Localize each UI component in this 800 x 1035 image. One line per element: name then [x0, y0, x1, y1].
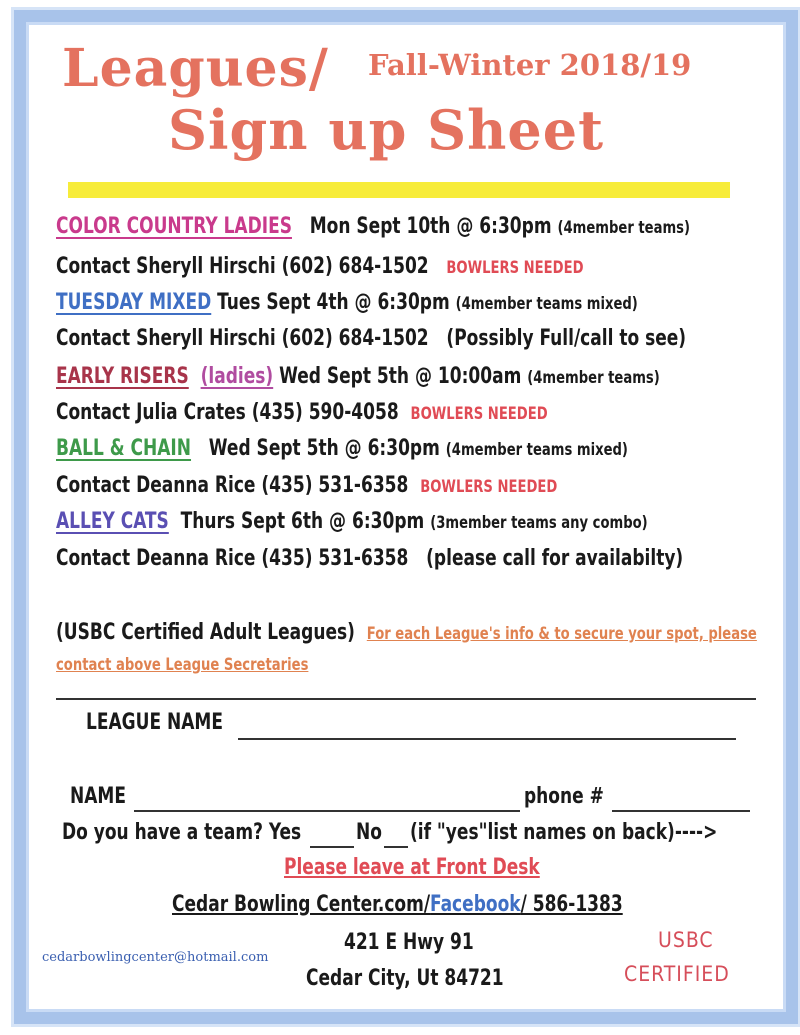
- instruction-row-2: [56, 651, 308, 676]
- league-name: EARLY RISERS: [56, 364, 189, 389]
- league-teams: (4member teams mixed): [445, 440, 628, 460]
- certified-label: CERTIFIED: [624, 962, 730, 986]
- team-instruction: (if "yes"list names on back)---->: [410, 820, 718, 845]
- league-row-ball-chain: [56, 436, 628, 461]
- footer-phone: / 586-1383: [520, 892, 623, 917]
- bowlers-needed: BOWLERS NEEDED: [410, 404, 548, 424]
- league-name-label: LEAGUE NAME: [86, 710, 223, 735]
- availability-note: (Possibly Full/call to see): [446, 326, 687, 351]
- highlight-bar: [68, 182, 730, 198]
- contact-row: [56, 326, 686, 351]
- title-signup: Sign up Sheet: [168, 98, 605, 162]
- address-line-1: 421 E Hwy 91: [344, 930, 474, 955]
- league-name-field[interactable]: [238, 738, 736, 740]
- title-leagues: Leagues/: [62, 38, 329, 99]
- league-name: ALLEY CATS: [56, 509, 169, 534]
- instruction-text-2: contact above League Secretaries: [56, 655, 309, 675]
- contact-row: [56, 254, 584, 279]
- address-line-2: Cedar City, Ut 84721: [306, 966, 504, 991]
- usbc-certified-text: (USBC Certified Adult Leagues): [56, 620, 355, 645]
- contact-row: [56, 546, 683, 571]
- contact-text: Contact Deanna Rice (435) 531-6358: [56, 546, 409, 571]
- leave-at-desk-text: Please leave at Front Desk: [284, 855, 540, 880]
- no-label: No: [356, 820, 382, 845]
- league-row-early-risers: [56, 364, 660, 389]
- league-teams: (4member teams): [527, 368, 660, 388]
- name-label: NAME: [70, 784, 126, 809]
- separator-line: [56, 698, 756, 700]
- league-row-tuesday-mixed: [56, 290, 638, 315]
- usbc-info-row: [56, 620, 757, 645]
- league-schedule: Wed Sept 5th @ 6:30pm: [208, 436, 440, 461]
- contact-text: Contact Julia Crates (435) 590-4058: [56, 400, 399, 425]
- contact-text: Contact Sheryll Hirschi (602) 684-1502: [56, 326, 429, 351]
- bowlers-needed: BOWLERS NEEDED: [446, 258, 584, 278]
- bowlers-needed: BOWLERS NEEDED: [420, 477, 558, 497]
- league-teams: (4member teams mixed): [455, 294, 638, 314]
- footer-contact: [172, 892, 623, 917]
- phone-field[interactable]: [612, 810, 750, 812]
- league-row-color-country: [56, 214, 690, 239]
- league-schedule: Thurs Sept 6th @ 6:30pm: [180, 509, 425, 534]
- league-name: BALL & CHAIN: [56, 436, 192, 461]
- contact-row: [56, 400, 548, 425]
- league-schedule: Wed Sept 5th @ 10:00am: [279, 364, 522, 389]
- yes-field[interactable]: [310, 846, 354, 848]
- league-name: COLOR COUNTRY LADIES: [56, 214, 292, 239]
- email-address: cedarbowlingcenter@hotmail.com: [42, 950, 269, 965]
- instruction-text: For each League's info & to secure your spot, please: [366, 624, 757, 644]
- title-season: Fall-Winter 2018/19: [368, 48, 692, 82]
- contact-text: Contact Sheryll Hirschi (602) 684-1502: [56, 254, 429, 279]
- usbc-label: USBC: [658, 928, 714, 952]
- website-text: Cedar Bowling Center.com/: [172, 892, 431, 917]
- league-schedule: Mon Sept 10th @ 6:30pm: [309, 214, 552, 239]
- name-field[interactable]: [134, 810, 520, 812]
- league-name: TUESDAY MIXED: [56, 290, 212, 315]
- league-teams: (4member teams): [557, 218, 691, 238]
- availability-note: (please call for availabilty): [426, 546, 684, 571]
- league-row-alley-cats: [56, 509, 648, 534]
- team-question: Do you have a team? Yes: [62, 820, 302, 845]
- facebook-link[interactable]: Facebook: [430, 892, 521, 917]
- league-teams: (3member teams any combo): [430, 513, 648, 533]
- no-field[interactable]: [384, 846, 408, 848]
- contact-text: Contact Deanna Rice (435) 531-6358: [56, 473, 409, 498]
- contact-row: [56, 473, 557, 498]
- phone-label: phone #: [524, 784, 604, 809]
- league-tag: (ladies): [200, 364, 274, 389]
- league-schedule: Tues Sept 4th @ 6:30pm: [217, 290, 450, 315]
